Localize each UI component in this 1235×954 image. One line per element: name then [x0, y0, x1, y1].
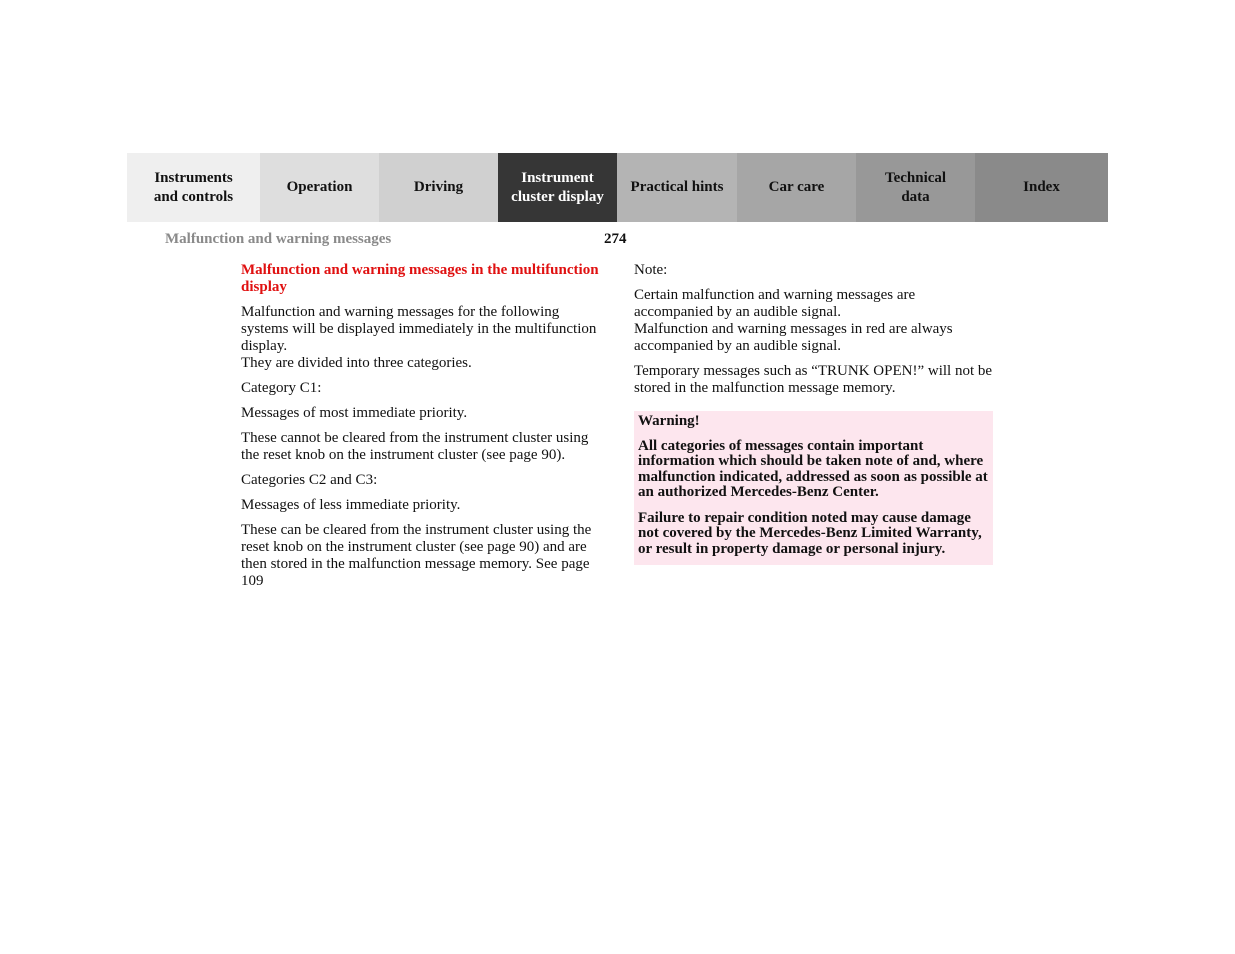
tab-instrument-cluster-display[interactable] — [498, 153, 617, 222]
category-c1-label: Category C1: — [241, 380, 322, 396]
category-c2-c3-label: Categories C2 and C3: — [241, 472, 378, 488]
warning-title: Warning! — [638, 413, 700, 429]
paragraph-text: Malfunction and warning messages for the following systems will be displayed immediately in the multifunction display. — [241, 304, 597, 354]
tab-technical-data[interactable] — [856, 153, 975, 222]
warning-text: All categories of messages contain important information which should be taken note of and, where malfunction indicated, addressed as soon as possible at an authorized Mercedes-Benz Center. — [638, 437, 988, 500]
section-title: Malfunction and warning messages — [165, 231, 392, 247]
paragraph — [241, 304, 603, 372]
tab-instruments-and-controls[interactable] — [127, 153, 260, 222]
paragraph: These can be cleared from the instrument cluster using the reset knob on the instrument cluster (see page 90) and are then stored in the malfunction message memory. See page 109 — [241, 522, 592, 589]
section-heading: Malfunction and warning messages in the multifunction display — [241, 262, 599, 295]
paragraph: These cannot be cleared from the instrument cluster using the reset knob on the instrument cluster (see page 90). — [241, 430, 589, 463]
paragraph — [634, 287, 993, 355]
paragraph-text: They are divided into three categories. — [241, 355, 472, 371]
tab-label: Car care — [768, 179, 825, 195]
tab-driving[interactable] — [379, 153, 498, 222]
tab-label: Index — [1023, 179, 1060, 195]
paragraph-text: Certain malfunction and warning messages are accompanied by an audible signal. — [634, 287, 916, 320]
paragraph-text: Malfunction and warning messages in red are always accompanied by an audible signal. — [634, 321, 953, 354]
chapter-tab-bar — [127, 153, 1108, 222]
tab-label: Operation — [286, 179, 353, 195]
tab-label: Technical data — [884, 169, 947, 205]
tab-label: Practical hints — [630, 179, 724, 195]
tab-car-care[interactable] — [737, 153, 856, 222]
warning-text: Failure to repair condition noted may cause damage not covered by the Mercedes-Benz Limited Warranty, or result in property damage or personal injury. — [638, 509, 982, 557]
tab-index[interactable] — [975, 153, 1108, 222]
page-number: 274 — [604, 231, 627, 247]
tab-operation[interactable] — [260, 153, 379, 222]
right-column — [634, 262, 993, 565]
tab-practical-hints[interactable] — [617, 153, 737, 222]
tab-label: Instrument cluster display — [511, 169, 604, 205]
paragraph: Temporary messages such as “TRUNK OPEN!” will not be stored in the malfunction message memory. — [634, 363, 993, 396]
note-label: Note: — [634, 262, 668, 278]
left-column — [241, 262, 603, 598]
warning-box — [634, 411, 993, 565]
paragraph: Messages of less immediate priority. — [241, 497, 461, 513]
paragraph: Messages of most immediate priority. — [241, 405, 468, 421]
tab-label: Driving — [413, 179, 464, 195]
tab-label: Instruments and controls — [153, 169, 234, 205]
